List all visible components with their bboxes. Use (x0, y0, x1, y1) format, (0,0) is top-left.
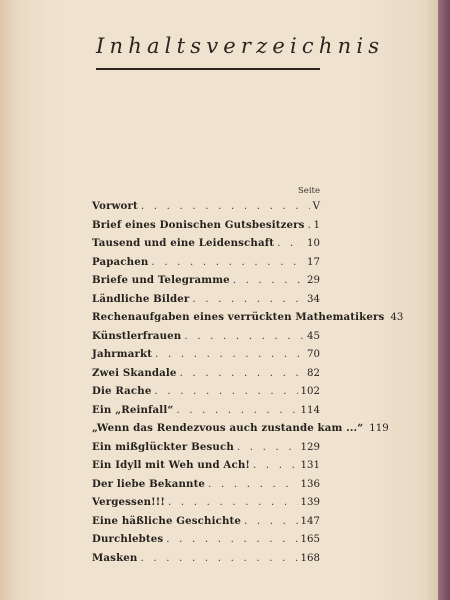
page-column-label: Seite (297, 186, 320, 196)
toc-entry-page: 82 (307, 367, 320, 379)
toc-entry-title: Tausend und eine Leidenschaft (92, 237, 275, 249)
toc-entry-title: Ein „Reinfall“ (92, 403, 174, 416)
toc-entry-page: 70 (307, 349, 320, 360)
toc-entry-page: V (312, 201, 320, 212)
dot-leader (168, 494, 298, 513)
dot-leader (155, 346, 304, 365)
table-of-contents (92, 197, 404, 567)
toc-entry (92, 271, 320, 290)
dot-leader (154, 383, 297, 402)
toc-entry-title: Ein mißglückter Besuch (92, 440, 234, 453)
toc-entry-title: Eine häßliche Geschichte (92, 514, 241, 527)
toc-entry (92, 438, 320, 457)
dot-leader (237, 439, 298, 458)
dot-leader (176, 402, 297, 421)
toc-entry (92, 456, 320, 475)
toc-entry-page: 129 (300, 441, 320, 453)
toc-entry-title: Der liebe Bekannte (92, 477, 206, 490)
toc-entry (92, 382, 320, 401)
toc-entry-page: 45 (307, 330, 320, 342)
dot-leader (244, 513, 298, 532)
toc-entry-title: Künstlerfrauen (92, 329, 182, 342)
toc-entry (92, 549, 320, 568)
toc-entry-page: 131 (300, 460, 320, 471)
toc-entry-title: Masken (92, 551, 138, 564)
dot-leader (277, 235, 304, 254)
dot-leader (180, 365, 304, 384)
toc-entry-title: Papachen (92, 255, 149, 268)
toc-entry-page: 1 (313, 219, 320, 231)
toc-entry-page: 139 (300, 497, 320, 508)
toc-entry-page: 17 (307, 256, 320, 268)
toc-entry-page: 136 (300, 478, 320, 490)
title-rule (96, 68, 320, 70)
toc-entry-page: 34 (307, 293, 320, 305)
dot-leader (308, 217, 311, 236)
toc-entry-title: Vergessen!!! (92, 496, 165, 508)
toc-entry (92, 475, 320, 494)
toc-entry (92, 308, 404, 327)
toc-entry (92, 234, 320, 253)
toc-entry-title: Rechenaufgaben eines verrückten Mathematikers (92, 311, 385, 323)
dot-leader (166, 531, 297, 550)
toc-entry-page: 43 (390, 312, 404, 323)
dot-leader (233, 272, 304, 291)
dot-leader (184, 328, 304, 347)
toc-entry-title: Ein Idyll mit Weh und Ach! (92, 459, 250, 471)
toc-entry (92, 216, 320, 235)
toc-entry-page: 114 (300, 404, 320, 416)
toc-entry-title: Ländliche Bilder (92, 292, 190, 305)
toc-entry (92, 419, 389, 438)
toc-entry (92, 345, 320, 364)
toc-entry-title: Jahrmarkt (92, 348, 153, 360)
toc-entry (92, 290, 320, 309)
toc-entry (92, 327, 320, 346)
toc-entry (92, 401, 320, 420)
toc-entry-title: Brief eines Donischen Gutsbesitzers (92, 218, 305, 231)
toc-entry-page: 29 (307, 275, 320, 286)
dot-leader (208, 476, 297, 495)
toc-entry-page: 10 (307, 238, 320, 249)
toc-entry-page: 168 (300, 552, 320, 564)
toc-entry (92, 493, 320, 512)
toc-entry-title: Zwei Skandale (92, 366, 177, 379)
toc-entry (92, 364, 320, 383)
book-cover-edge (438, 0, 450, 600)
dot-leader (192, 291, 304, 310)
toc-entry-title: Briefe und Telegramme (92, 274, 230, 286)
toc-entry-title: Die Rache (92, 385, 152, 397)
toc-entry-title: „Wenn das Rendezvous auch zustande kam ...“ (92, 422, 364, 434)
dot-leader (141, 198, 310, 217)
toc-entry-page: 102 (300, 386, 320, 397)
toc-entry (92, 512, 320, 531)
toc-entry-page: 119 (369, 423, 389, 434)
toc-entry-page: 165 (300, 534, 320, 545)
toc-entry (92, 530, 320, 549)
dot-leader (253, 457, 298, 476)
toc-entry (92, 197, 320, 216)
toc-entry-title: Vorwort (92, 200, 138, 212)
dot-leader (140, 550, 297, 569)
toc-entry (92, 253, 320, 272)
toc-entry-title: Durchlebtes (92, 533, 164, 545)
dot-leader (151, 254, 304, 273)
page-title: Inhaltsverzeichnis (96, 34, 385, 58)
toc-entry-page: 147 (300, 515, 320, 527)
